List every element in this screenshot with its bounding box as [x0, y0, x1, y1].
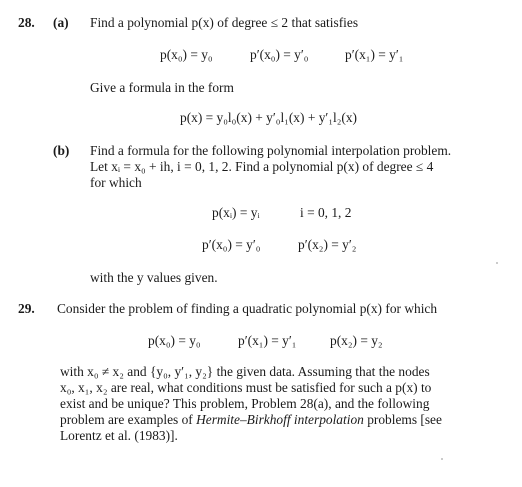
- problem-29-condition-3: p(x₂) = y₂: [330, 333, 383, 348]
- scan-speck: [496, 262, 498, 264]
- problem-28-number: 28.: [18, 15, 35, 30]
- problem-29-intro: Consider the problem of finding a quadratic polynomial p(x) for which: [57, 301, 438, 316]
- problem-29-number: 29.: [18, 301, 35, 316]
- problem-29-body-line-2: x₀, x₁, x₂ are real, what conditions must be satisfied for such a p(x) to: [60, 380, 432, 395]
- hermite-birkhoff-term: Hermite–Birkhoff interpolation: [196, 412, 364, 427]
- problem-29-condition-1: p(x₀) = y₀: [148, 333, 201, 348]
- part-a-instruction: Give a formula in the form: [90, 80, 234, 95]
- part-a-formula: p(x) = y₀l₀(x) + y′₀l₁(x) + y′₁l₂(x): [180, 110, 358, 125]
- part-b-text-line-2: Let xᵢ = x₀ + ih, i = 0, 1, 2. Find a polynomial p(x) of degree ≤ 4: [90, 159, 434, 174]
- part-b-condition-range: i = 0, 1, 2: [300, 205, 352, 220]
- problem-29-condition-2: p′(x₁) = y′₁: [238, 333, 297, 348]
- part-a-condition-1: p(x₀) = y₀: [160, 47, 213, 62]
- problem-29-body-line-4: [60, 412, 442, 428]
- problem-29-body-line-5: Lorentz et al. (1983)].: [60, 428, 178, 443]
- part-a-condition-3: p′(x₁) = y′₁: [345, 47, 404, 62]
- scan-speck: [441, 458, 443, 460]
- part-b-condition-2: p′(x₀) = y′₀: [202, 237, 261, 252]
- part-b-label: (b): [53, 143, 70, 158]
- part-b-text-line-1: Find a formula for the following polynomial interpolation problem.: [90, 143, 452, 158]
- body-line-4-pre: problem are examples of: [60, 412, 197, 427]
- body-line-4-post: problems [see: [363, 412, 442, 427]
- part-b-condition-3: p′(x₂) = y′₂: [298, 237, 357, 252]
- part-b-text-line-3: for which: [90, 175, 142, 190]
- part-b-condition-1: p(xᵢ) = yᵢ: [212, 205, 260, 220]
- part-a-condition-2: p′(x₀) = y′₀: [250, 47, 309, 62]
- part-b-closing: with the y values given.: [90, 270, 218, 285]
- part-a-intro: Find a polynomial p(x) of degree ≤ 2 that satisfies: [90, 15, 359, 30]
- part-a-label: (a): [53, 15, 69, 30]
- problem-29-body-line-3: exist and be unique? This problem, Problem 28(a), and the following: [60, 396, 430, 411]
- problem-29-body-line-1: with x₀ ≠ x₂ and {y₀, y′₁, y₂} the given data. Assuming that the nodes: [60, 364, 430, 379]
